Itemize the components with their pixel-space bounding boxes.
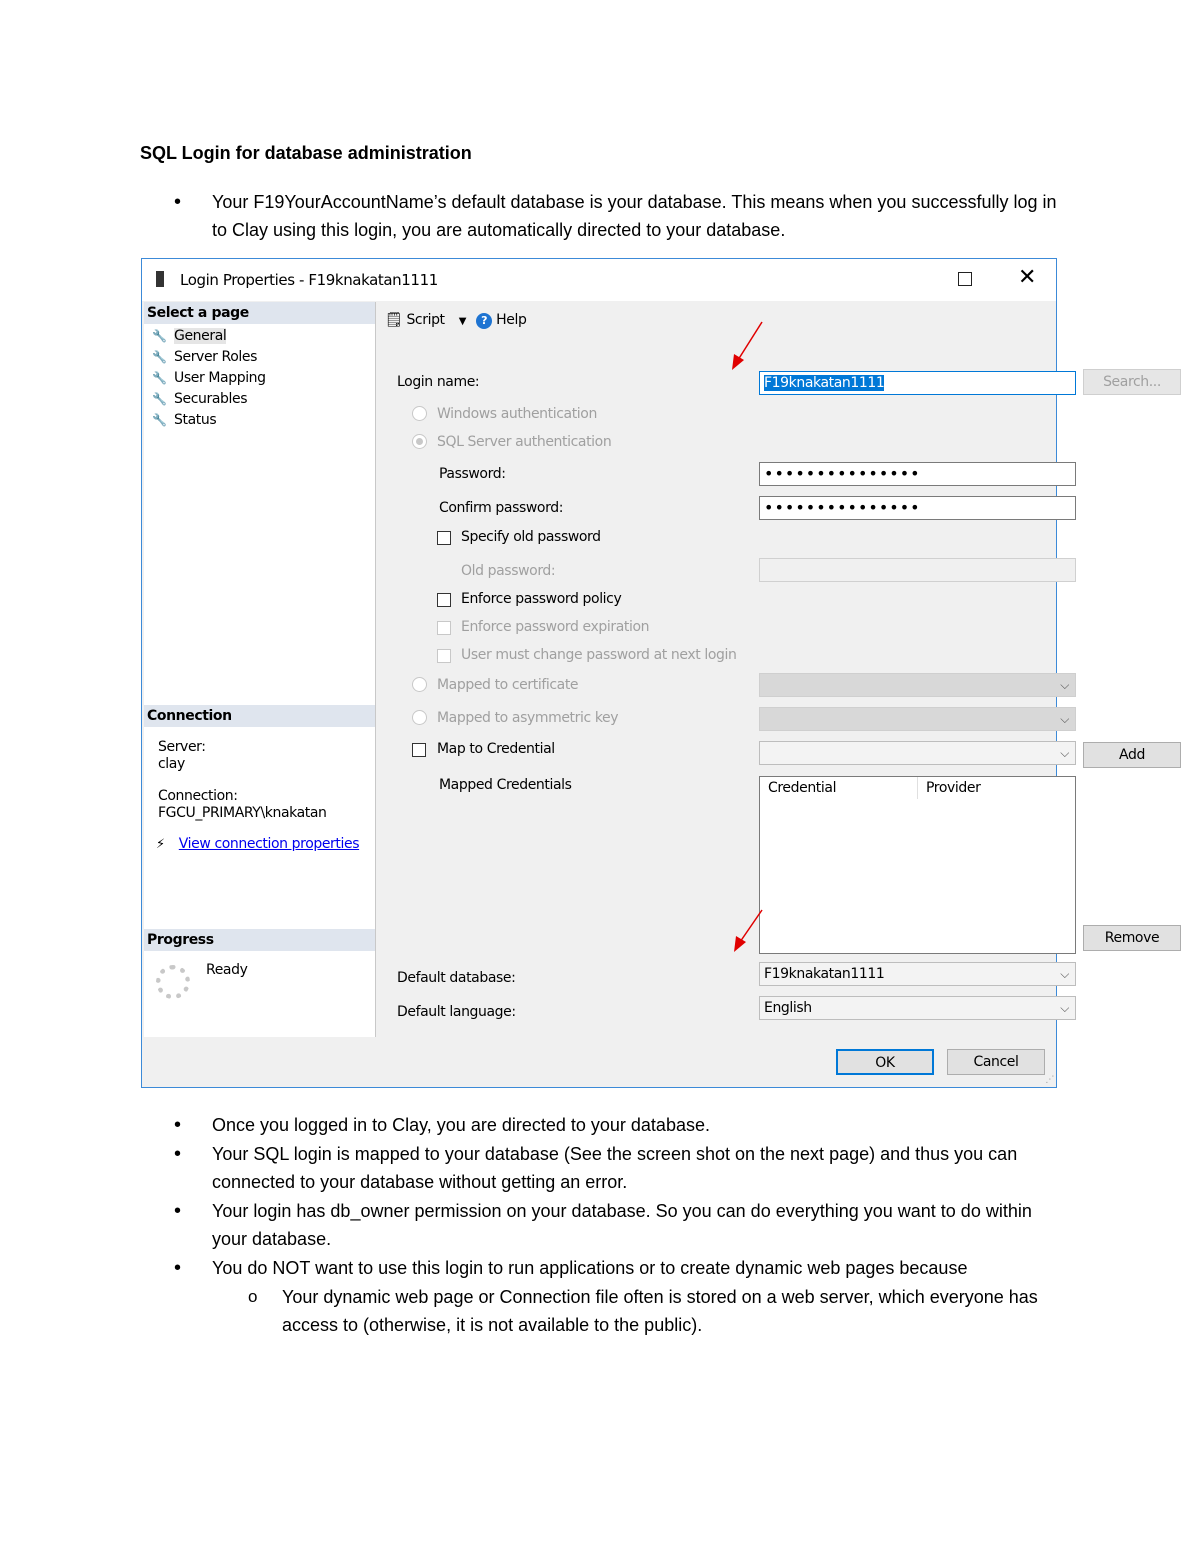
progress-spinner-icon bbox=[156, 965, 190, 999]
grid-header-provider: Provider bbox=[926, 780, 981, 796]
mapped-cert-label: Mapped to certificate bbox=[437, 677, 579, 693]
right-pane bbox=[375, 302, 1161, 1037]
enforce-policy-label: Enforce password policy bbox=[461, 591, 622, 607]
enforce-expiration-label: Enforce password expiration bbox=[461, 619, 650, 635]
confirm-password-label: Confirm password: bbox=[439, 500, 564, 516]
maximize-icon[interactable] bbox=[958, 272, 972, 286]
password-field[interactable]: ••••••••••••••• bbox=[759, 462, 1076, 486]
old-password-label: Old password: bbox=[461, 563, 556, 579]
toolbar bbox=[385, 312, 526, 329]
script-button[interactable]: Script bbox=[406, 312, 445, 328]
wrench-icon: 🔧 bbox=[152, 392, 167, 406]
login-properties-dialog bbox=[141, 258, 1161, 1088]
page-item-securables[interactable] bbox=[152, 389, 266, 410]
default-database-label: Default database: bbox=[397, 970, 516, 986]
detail-bullet-list bbox=[140, 1111, 1070, 1339]
windows-auth-label: Windows authentication bbox=[437, 406, 597, 422]
page-item-label: Securables bbox=[174, 391, 248, 407]
login-name-value: F19knakatan1111 bbox=[764, 375, 885, 391]
enforce-policy-checkbox[interactable] bbox=[437, 593, 451, 607]
page-item-label: Status bbox=[174, 412, 217, 428]
list-item: • Your F19YourAccountName’s default database is your database. This means when you successfully log in to Clay using this login, you are automatically directed to your database. bbox=[140, 188, 1070, 244]
default-language-value: English bbox=[764, 1000, 812, 1016]
old-password-field[interactable] bbox=[759, 558, 1076, 582]
remove-button[interactable]: Remove bbox=[1083, 925, 1181, 951]
list-item: • Once you logged in to Clay, you are directed to your database. bbox=[140, 1111, 1070, 1139]
default-database-dropdown[interactable] bbox=[759, 962, 1076, 986]
default-language-label: Default language: bbox=[397, 1004, 516, 1020]
app-icon bbox=[156, 271, 164, 287]
chevron-down-icon: ⌵ bbox=[1060, 1001, 1069, 1015]
annotation-arrow-login-name bbox=[720, 318, 770, 372]
page-item-general[interactable] bbox=[152, 326, 266, 347]
asymmetric-key-dropdown[interactable] bbox=[759, 707, 1076, 731]
left-pane bbox=[144, 302, 376, 1037]
sql-auth-label: SQL Server authentication bbox=[437, 434, 612, 450]
credentials-grid[interactable] bbox=[759, 776, 1076, 954]
script-icon: 🗒 bbox=[385, 312, 403, 328]
credential-dropdown[interactable] bbox=[759, 741, 1076, 765]
confirm-password-field[interactable]: ••••••••••••••• bbox=[759, 496, 1076, 520]
connection-icon: ⚡ bbox=[156, 837, 165, 852]
chevron-down-icon: ⌵ bbox=[1060, 967, 1069, 981]
close-icon[interactable]: ✕ bbox=[1018, 265, 1037, 290]
page-item-server-roles[interactable] bbox=[152, 347, 266, 368]
connection-header: Connection bbox=[144, 705, 375, 727]
mapped-key-radio[interactable] bbox=[412, 710, 427, 725]
wrench-icon: 🔧 bbox=[152, 350, 167, 364]
view-connection-row bbox=[156, 836, 359, 853]
sub-list-item: o Your dynamic web page or Connection file often is stored on a web server, which everyone has access to (otherwise, it is not available to the public). bbox=[140, 1283, 1070, 1339]
mapped-cert-radio[interactable] bbox=[412, 677, 427, 692]
login-name-label: Login name: bbox=[397, 374, 480, 390]
wrench-icon: 🔧 bbox=[152, 371, 167, 385]
page-item-status[interactable] bbox=[152, 410, 266, 431]
page-item-label: Server Roles bbox=[174, 349, 258, 365]
list-item: • Your login has db_owner permission on your database. So you can do everything you want to do within your database. bbox=[140, 1197, 1070, 1253]
help-icon: ? bbox=[476, 313, 492, 329]
search-button[interactable]: Search... bbox=[1083, 369, 1181, 395]
server-value: clay bbox=[158, 756, 185, 772]
windows-auth-radio[interactable] bbox=[412, 406, 427, 421]
add-button[interactable]: Add bbox=[1083, 742, 1181, 768]
dialog-title: Login Properties - F19knakatan1111 bbox=[180, 271, 438, 289]
specify-old-password-label: Specify old password bbox=[461, 529, 601, 545]
specify-old-password-checkbox[interactable] bbox=[437, 531, 451, 545]
sql-auth-radio[interactable] bbox=[412, 434, 427, 449]
page-item-user-mapping[interactable] bbox=[152, 368, 266, 389]
grid-header-credential: Credential bbox=[768, 780, 837, 796]
login-name-input[interactable] bbox=[759, 371, 1076, 395]
must-change-label: User must change password at next login bbox=[461, 647, 737, 663]
certificate-dropdown[interactable] bbox=[759, 673, 1076, 697]
select-page-header: Select a page bbox=[144, 302, 375, 324]
map-credential-checkbox[interactable] bbox=[412, 743, 426, 757]
script-dropdown-icon[interactable]: ▼ bbox=[458, 316, 467, 327]
resize-grip-icon[interactable]: ⋰ bbox=[1045, 1075, 1054, 1085]
connection-value: FGCU_PRIMARY\knakatan bbox=[158, 805, 327, 821]
default-language-dropdown[interactable] bbox=[759, 996, 1076, 1020]
view-connection-properties-link[interactable]: View connection properties bbox=[178, 836, 360, 852]
must-change-checkbox[interactable] bbox=[437, 649, 451, 663]
list-item: • Your SQL login is mapped to your database (See the screen shot on the next page) and thus you can connected to your database without getting an error. bbox=[140, 1140, 1070, 1196]
annotation-arrow-default-database bbox=[724, 906, 774, 954]
progress-status: Ready bbox=[206, 962, 248, 978]
page-item-label: General bbox=[174, 328, 227, 344]
chevron-down-icon: ⌵ bbox=[1060, 712, 1069, 726]
dialog-titlebar bbox=[142, 259, 1056, 301]
page-item-label: User Mapping bbox=[174, 370, 266, 386]
intro-bullet-list bbox=[140, 188, 1070, 244]
default-database-value: F19knakatan1111 bbox=[764, 966, 885, 982]
server-label: Server: bbox=[158, 739, 206, 755]
map-credential-label: Map to Credential bbox=[437, 741, 555, 757]
wrench-icon: 🔧 bbox=[152, 413, 167, 427]
chevron-down-icon: ⌵ bbox=[1060, 746, 1069, 760]
mapped-key-label: Mapped to asymmetric key bbox=[437, 710, 619, 726]
document-title: SQL Login for database administration bbox=[140, 143, 472, 163]
password-label: Password: bbox=[439, 466, 506, 482]
wrench-icon: 🔧 bbox=[152, 329, 167, 343]
help-button[interactable]: Help bbox=[496, 312, 527, 328]
enforce-expiration-checkbox[interactable] bbox=[437, 621, 451, 635]
ok-button[interactable]: OK bbox=[836, 1049, 934, 1075]
chevron-down-icon: ⌵ bbox=[1060, 678, 1069, 692]
list-item: • You do NOT want to use this login to run applications or to create dynamic web pages because bbox=[140, 1254, 1070, 1282]
grid-column-divider bbox=[917, 777, 918, 799]
connection-label: Connection: bbox=[158, 788, 238, 804]
cancel-button[interactable]: Cancel bbox=[947, 1049, 1045, 1075]
page-list bbox=[152, 326, 266, 431]
mapped-credentials-label: Mapped Credentials bbox=[439, 777, 572, 793]
progress-header: Progress bbox=[144, 929, 375, 951]
